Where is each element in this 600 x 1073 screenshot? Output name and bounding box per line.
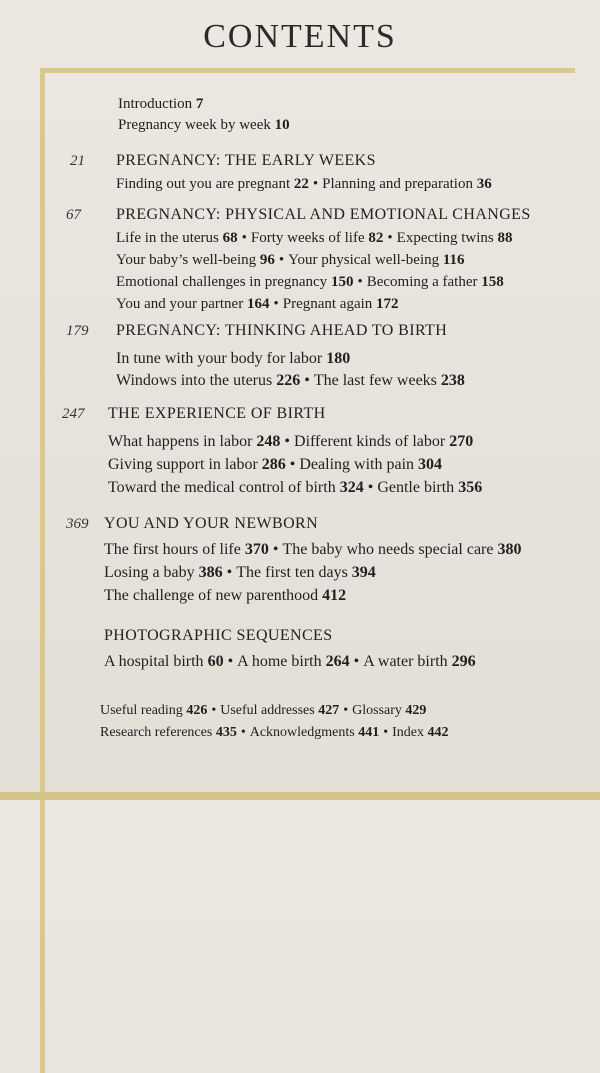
bullet-separator: • bbox=[289, 456, 296, 473]
entry-title: Introduction bbox=[118, 96, 196, 112]
entry-title: Your baby’s well-being bbox=[116, 252, 260, 268]
entry-title: A home birth bbox=[237, 653, 326, 670]
entry-title: Gentle birth bbox=[377, 479, 459, 496]
toc-line bbox=[108, 479, 482, 497]
entry-title: Acknowledgments bbox=[249, 725, 359, 740]
entry-title: What happens in labor bbox=[108, 433, 257, 450]
entry-title: Pregnant again bbox=[282, 296, 377, 312]
bullet-separator: • bbox=[211, 703, 217, 718]
toc-line bbox=[116, 296, 399, 313]
entry-title: A water birth bbox=[363, 653, 452, 670]
entry-page-number: 158 bbox=[481, 274, 504, 290]
section-heading: YOU AND YOUR NEWBORN bbox=[104, 515, 319, 532]
entry-page-number: 164 bbox=[246, 296, 270, 312]
bottom-rule bbox=[0, 792, 600, 800]
entry-title: Useful reading bbox=[100, 703, 187, 718]
entry-page-number: 172 bbox=[376, 296, 399, 312]
entry-title: Dealing with pain bbox=[299, 456, 419, 473]
entry-title: Useful addresses bbox=[220, 703, 319, 718]
entry-title: The first ten days bbox=[236, 564, 352, 581]
entry-page-number: 394 bbox=[351, 564, 376, 581]
entry-title: Emotional challenges in pregnancy bbox=[116, 274, 331, 290]
section-start-page: 21 bbox=[70, 153, 85, 169]
entry-title: In tune with your body for labor bbox=[116, 350, 327, 367]
bullet-separator: • bbox=[241, 230, 247, 246]
entry-page-number: 356 bbox=[458, 479, 483, 496]
bullet-separator: • bbox=[226, 564, 233, 581]
section-heading: PREGNANCY: THINKING AHEAD TO BIRTH bbox=[116, 322, 448, 339]
entry-title: Forty weeks of life bbox=[250, 230, 369, 246]
entry-title: Your physical well-being bbox=[288, 252, 443, 268]
entry-page-number: 380 bbox=[497, 541, 522, 558]
entry-title: The baby who needs special care bbox=[282, 541, 498, 558]
bullet-separator: • bbox=[367, 479, 374, 496]
entry-title: The last few weeks bbox=[313, 372, 441, 389]
toc-line bbox=[116, 252, 465, 269]
entry-title: Losing a baby bbox=[104, 564, 199, 581]
entry-page-number: 180 bbox=[326, 350, 351, 367]
entry-page-number: 304 bbox=[418, 456, 443, 473]
toc-line bbox=[116, 274, 504, 291]
section-heading: PHOTOGRAPHIC SEQUENCES bbox=[104, 627, 333, 644]
entry-page-number: 429 bbox=[405, 703, 427, 718]
entry-page-number: 116 bbox=[442, 252, 465, 268]
toc-line bbox=[118, 96, 203, 113]
toc-line bbox=[108, 456, 442, 474]
entry-page-number: 296 bbox=[451, 653, 476, 670]
entry-title: Windows into the uterus bbox=[116, 372, 277, 389]
entry-page-number: 286 bbox=[261, 456, 286, 473]
entry-page-number: 442 bbox=[427, 725, 449, 740]
toc-line bbox=[100, 703, 426, 719]
entry-page-number: 82 bbox=[368, 230, 384, 246]
toc-line bbox=[116, 176, 492, 193]
toc-line bbox=[118, 117, 290, 134]
section-start-page: 67 bbox=[66, 207, 81, 223]
entry-page-number: 412 bbox=[322, 587, 347, 604]
entry-page-number: 270 bbox=[449, 433, 474, 450]
entry-page-number: 96 bbox=[259, 252, 275, 268]
entry-page-number: 370 bbox=[244, 541, 269, 558]
entry-page-number: 427 bbox=[318, 703, 340, 718]
entry-page-number: 10 bbox=[274, 117, 290, 133]
entry-title: Different kinds of labor bbox=[294, 433, 450, 450]
bullet-separator: • bbox=[273, 296, 279, 312]
section-heading: PREGNANCY: PHYSICAL AND EMOTIONAL CHANGES bbox=[116, 206, 531, 223]
entry-page-number: 248 bbox=[256, 433, 281, 450]
entry-page-number: 7 bbox=[195, 96, 204, 112]
bullet-separator: • bbox=[383, 725, 389, 740]
entry-page-number: 324 bbox=[339, 479, 364, 496]
toc-line bbox=[116, 230, 512, 247]
entry-title: Expecting twins bbox=[396, 230, 498, 246]
toc-line bbox=[104, 564, 376, 582]
entry-title: The first hours of life bbox=[104, 541, 245, 558]
entry-title: A hospital birth bbox=[104, 653, 208, 670]
section-start-page: 179 bbox=[66, 323, 89, 339]
bullet-separator: • bbox=[387, 230, 393, 246]
entry-page-number: 264 bbox=[325, 653, 350, 670]
bullet-separator: • bbox=[284, 433, 291, 450]
section-start-page: 247 bbox=[62, 406, 85, 422]
section-heading: THE EXPERIENCE OF BIRTH bbox=[108, 405, 326, 422]
entry-page-number: 60 bbox=[207, 653, 224, 670]
bullet-separator: • bbox=[240, 725, 246, 740]
bullet-separator: • bbox=[357, 274, 363, 290]
entry-page-number: 386 bbox=[198, 564, 223, 581]
entry-title: Toward the medical control of birth bbox=[108, 479, 340, 496]
entry-page-number: 150 bbox=[330, 274, 354, 290]
bullet-separator: • bbox=[343, 703, 349, 718]
section-start-page: 369 bbox=[66, 516, 89, 532]
toc-line bbox=[100, 725, 449, 741]
entry-page-number: 426 bbox=[186, 703, 208, 718]
toc-line bbox=[108, 433, 473, 451]
entry-title: Research references bbox=[100, 725, 216, 740]
section-heading: PREGNANCY: THE EARLY WEEKS bbox=[116, 152, 376, 169]
toc-line bbox=[104, 587, 346, 605]
entry-title: You and your partner bbox=[116, 296, 247, 312]
entry-title: Index bbox=[392, 725, 428, 740]
bullet-separator: • bbox=[272, 541, 279, 558]
entry-title: Glossary bbox=[352, 703, 406, 718]
entry-page-number: 435 bbox=[215, 725, 237, 740]
entry-page-number: 22 bbox=[293, 176, 309, 192]
page-title: CONTENTS bbox=[203, 18, 397, 55]
toc-line bbox=[116, 350, 350, 368]
entry-title: Giving support in labor bbox=[108, 456, 262, 473]
entry-title: Planning and preparation bbox=[322, 176, 477, 192]
entry-page-number: 88 bbox=[497, 230, 513, 246]
entry-page-number: 226 bbox=[276, 372, 301, 389]
toc-line bbox=[104, 653, 476, 671]
entry-title: Life in the uterus bbox=[116, 230, 223, 246]
entry-page-number: 238 bbox=[440, 372, 465, 389]
bullet-separator: • bbox=[312, 176, 319, 192]
entry-title: The challenge of new parenthood bbox=[104, 587, 323, 604]
entry-title: Becoming a father bbox=[366, 274, 482, 290]
entry-page-number: 68 bbox=[222, 230, 238, 246]
bullet-separator: • bbox=[353, 653, 360, 670]
bullet-separator: • bbox=[227, 653, 234, 670]
toc-line bbox=[104, 541, 521, 559]
entry-title: Pregnancy week by week bbox=[118, 117, 275, 133]
entry-page-number: 36 bbox=[476, 176, 492, 192]
bullet-separator: • bbox=[304, 372, 310, 389]
bullet-separator: • bbox=[278, 252, 285, 268]
toc-line bbox=[116, 372, 465, 390]
entry-title: Finding out you are pregnant bbox=[116, 176, 294, 192]
entry-page-number: 441 bbox=[358, 725, 380, 740]
